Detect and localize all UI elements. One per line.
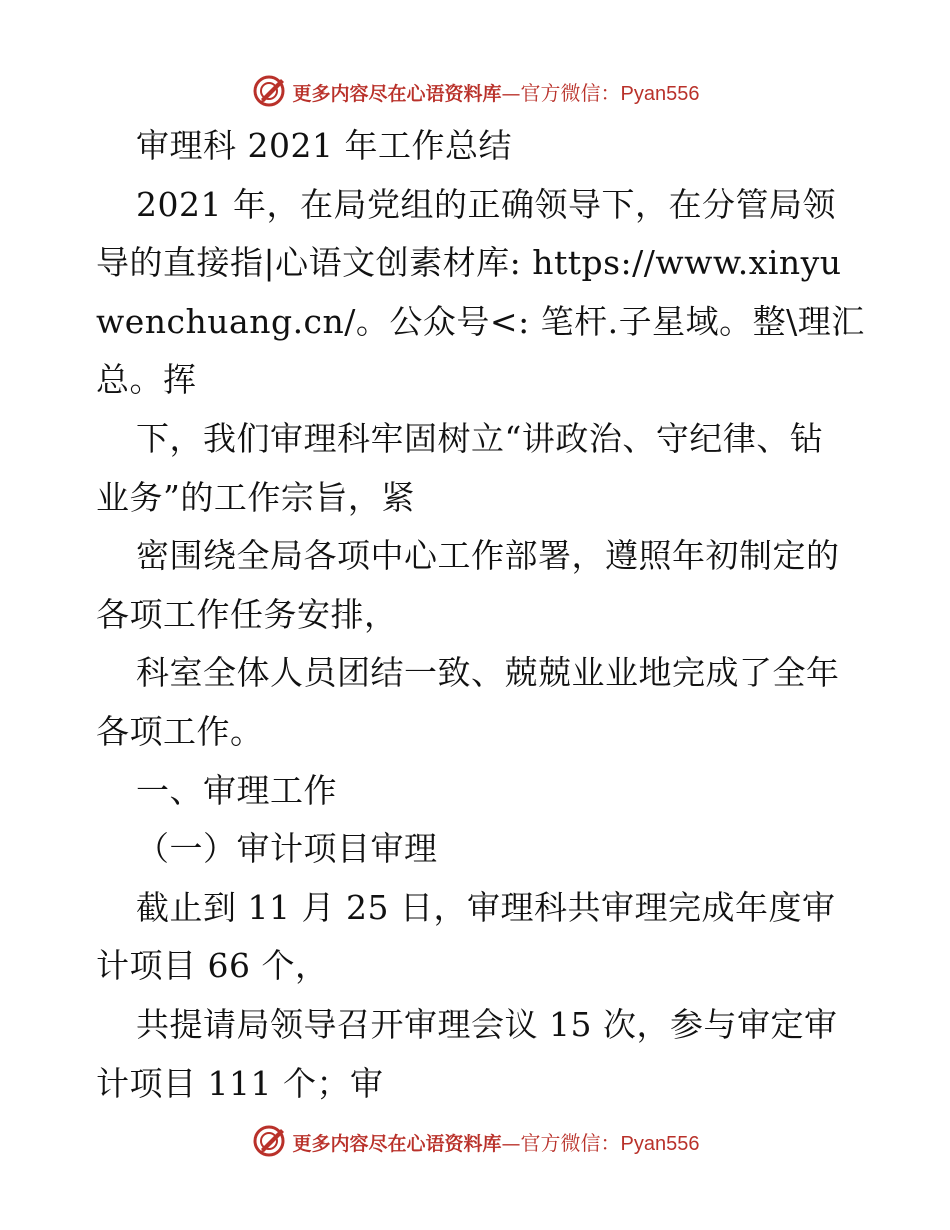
banner-wechat-text: 官方微信：Pyan556 — [520, 1132, 700, 1155]
banner-separator: — — [501, 1132, 521, 1155]
banner-text — [293, 1127, 700, 1156]
banner-main-text: 更多内容尽在心语资料库 — [292, 82, 502, 105]
text-line: 科室全体人员团结一致、兢兢业业地完成了全年 — [136, 653, 840, 693]
text-line: 下，我们审理科牢固树立“讲政治、守纪律、钻 — [136, 418, 824, 458]
document-title: 审理科 2021 年工作总结 — [136, 126, 512, 165]
text-line: 截止到 11 月 25 日，审理科共审理完成年度审 — [136, 887, 836, 927]
banner-main-text: 更多内容尽在心语资料库 — [292, 1132, 502, 1155]
text-line: 共提请局领导召开审理会议 15 次，参与审定审 — [136, 1004, 838, 1044]
text-line: 各项工作。 — [96, 711, 264, 751]
banner-text — [293, 77, 700, 106]
text-line: 导的直接指|心语文创素材库: https://www.xinyu — [96, 243, 842, 283]
pen-logo-icon — [251, 73, 287, 109]
text-line: 2021 年，在局党组的正确领导下，在分管局领 — [136, 184, 836, 224]
text-line: 密围绕全局各项中心工作部署，遵照年初制定的 — [136, 536, 840, 576]
text-line: 总。挥 — [96, 360, 197, 400]
document-body — [96, 117, 865, 1113]
section-heading: 一、审理工作 — [136, 770, 337, 810]
footer-watermark-banner — [0, 1121, 950, 1161]
text-line: wenchuang.cn/。公众号<: 笔杆.子星域。整\理汇 — [96, 301, 865, 341]
text-line: 计项目 111 个；审 — [96, 1063, 384, 1103]
banner-wechat-text: 官方微信：Pyan556 — [520, 82, 700, 105]
pen-logo-icon — [251, 1123, 287, 1159]
subsection-heading: （一）审计项目审理 — [136, 829, 438, 869]
text-line: 各项工作任务安排， — [96, 594, 398, 634]
banner-separator: — — [501, 82, 521, 105]
header-watermark-banner — [0, 71, 950, 111]
text-line: 计项目 66 个， — [96, 946, 329, 986]
text-line: 业务”的工作宗旨，紧 — [96, 477, 415, 517]
